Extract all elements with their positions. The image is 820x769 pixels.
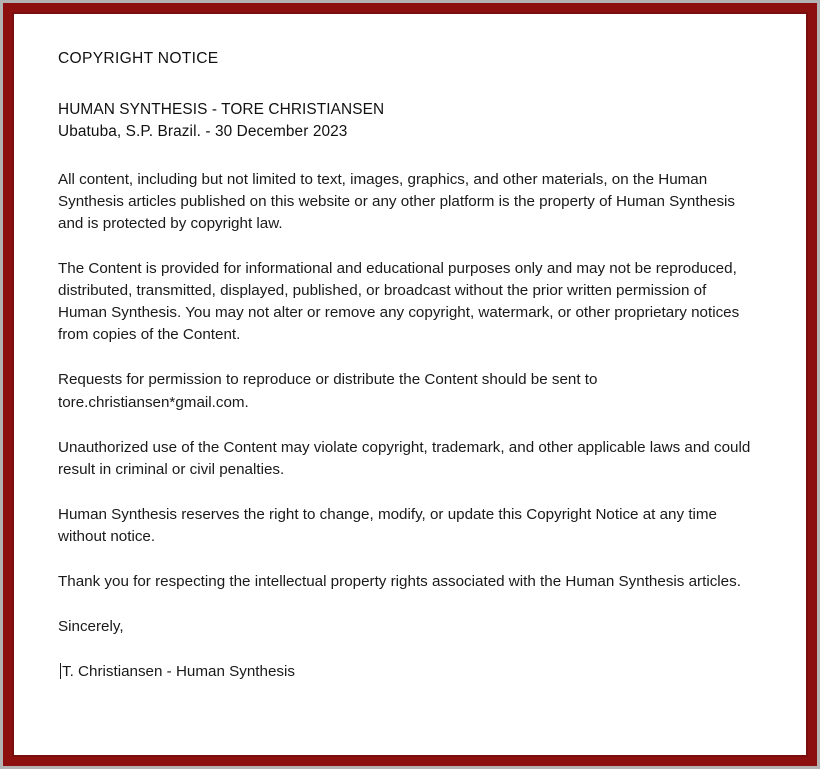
page-title: COPYRIGHT NOTICE [58,50,219,67]
text-cursor-icon [60,663,61,679]
paragraph-thank-you: Thank you for respecting the intellectual property rights associated with the Human Synthesis articles. [58,572,741,590]
document-body [58,48,762,683]
paragraph-content-ownership: All content, including but not limited to text, images, graphics, and other materials, on the Human Synthesis articles published on this website or any other platform is the property of Human Synthesis and is protected by copyright law. [58,171,736,233]
paragraph-usage-restrictions: The Content is provided for informational and educational purposes only and may not be reproduced, distributed, transmitted, displayed, published, or broadcast without the prior written permission of Human Synthesis. You may not alter or remove any copyright, watermark, or other proprietary notices from copies of the Content. [58,260,740,344]
paragraph-permission-requests: Requests for permission to reproduce or distribute the Content should be sent to tore.christiansen*gmail.com. [58,371,598,411]
document-page [12,12,808,757]
closing-salutation: Sincerely, [58,617,124,635]
paragraph-unauthorized-use: Unauthorized use of the Content may violate copyright, trademark, and other applicable laws and could result in criminal or civil penalties. [58,438,751,478]
meta-location-date-line: Ubatuba, S.P. Brazil. - 30 December 2023 [58,122,348,140]
document-meta [58,99,762,144]
signature-text: T. Christiansen - Human Synthesis [62,662,295,680]
signature [58,661,762,683]
paragraph-notice-changes: Human Synthesis reserves the right to change, modify, or update this Copyright Notice at any time without notice. [58,505,718,545]
meta-author-line: HUMAN SYNTHESIS - TORE CHRISTIANSEN [58,100,385,118]
